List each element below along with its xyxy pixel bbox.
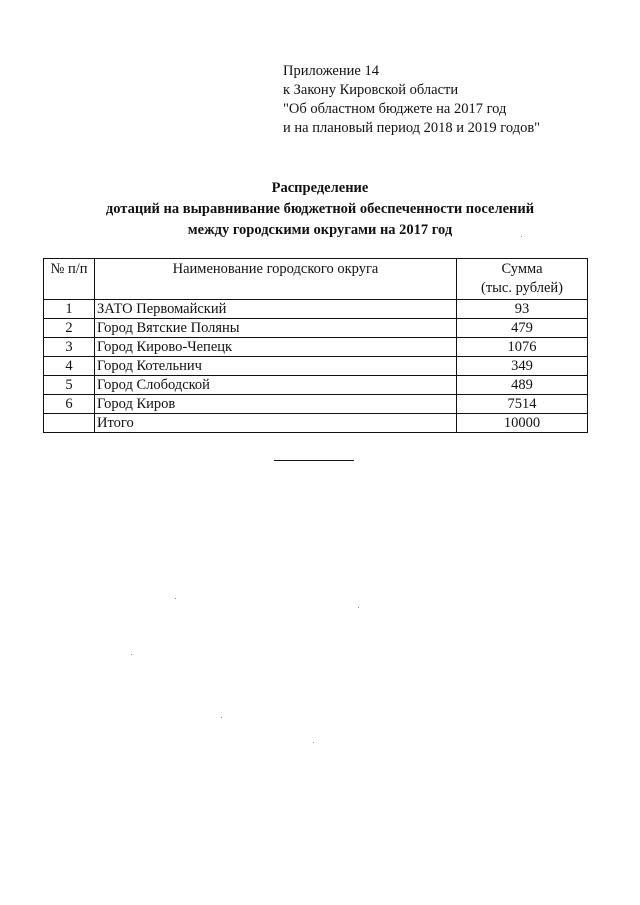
row-number: 3	[44, 338, 95, 357]
row-number: 2	[44, 319, 95, 338]
row-number: 1	[44, 300, 95, 319]
scan-speck	[131, 654, 132, 655]
table-row	[44, 338, 588, 357]
row-number: 6	[44, 395, 95, 414]
scan-speck	[313, 742, 314, 743]
appendix-block	[283, 62, 540, 138]
scan-speck	[521, 236, 522, 237]
table-row	[44, 300, 588, 319]
document-title	[0, 178, 640, 241]
appendix-line-1: Приложение 14	[283, 63, 379, 79]
row-sum: 93	[457, 300, 588, 319]
title-line-1: Распределение	[271, 180, 369, 196]
scan-speck	[221, 717, 222, 718]
row-name: Город Вятские Поляны	[95, 319, 457, 338]
row-number: 5	[44, 376, 95, 395]
distribution-table	[43, 258, 588, 433]
appendix-line-3: "Об областном бюджете на 2017 год	[283, 101, 507, 117]
row-sum: 479	[457, 319, 588, 338]
table-total-row	[44, 414, 588, 433]
title-line-3: между городскими округами на 2017 год	[187, 222, 453, 238]
appendix-line-4: и на плановый период 2018 и 2019 годов"	[283, 120, 541, 136]
row-sum: 7514	[457, 395, 588, 414]
total-sum: 10000	[457, 414, 588, 433]
header-sum-line-1: Сумма	[501, 261, 543, 277]
table-row	[44, 376, 588, 395]
scan-speck	[175, 598, 176, 599]
table-row	[44, 319, 588, 338]
header-sum-line-2: (тыс. рублей)	[481, 280, 563, 296]
table-row	[44, 395, 588, 414]
header-name: Наименование городского округа	[95, 259, 457, 300]
appendix-line-2: к Закону Кировской области	[283, 82, 459, 98]
row-name: Город Кирово-Чепецк	[95, 338, 457, 357]
row-sum: 349	[457, 357, 588, 376]
table-row	[44, 357, 588, 376]
row-name: Город Котельнич	[95, 357, 457, 376]
table-header-row	[44, 259, 588, 300]
row-name: Город Киров	[95, 395, 457, 414]
header-number: № п/п	[44, 259, 95, 300]
row-number: 4	[44, 357, 95, 376]
title-line-2: дотаций на выравнивание бюджетной обеспеченности поселений	[105, 201, 535, 217]
scan-speck	[358, 607, 359, 608]
distribution-table-container	[43, 258, 588, 433]
total-label: Итого	[95, 414, 457, 433]
row-sum: 1076	[457, 338, 588, 357]
end-divider-line	[274, 460, 354, 461]
total-number	[44, 414, 95, 433]
header-sum	[457, 259, 588, 300]
row-name: ЗАТО Первомайский	[95, 300, 457, 319]
row-sum: 489	[457, 376, 588, 395]
row-name: Город Слободской	[95, 376, 457, 395]
